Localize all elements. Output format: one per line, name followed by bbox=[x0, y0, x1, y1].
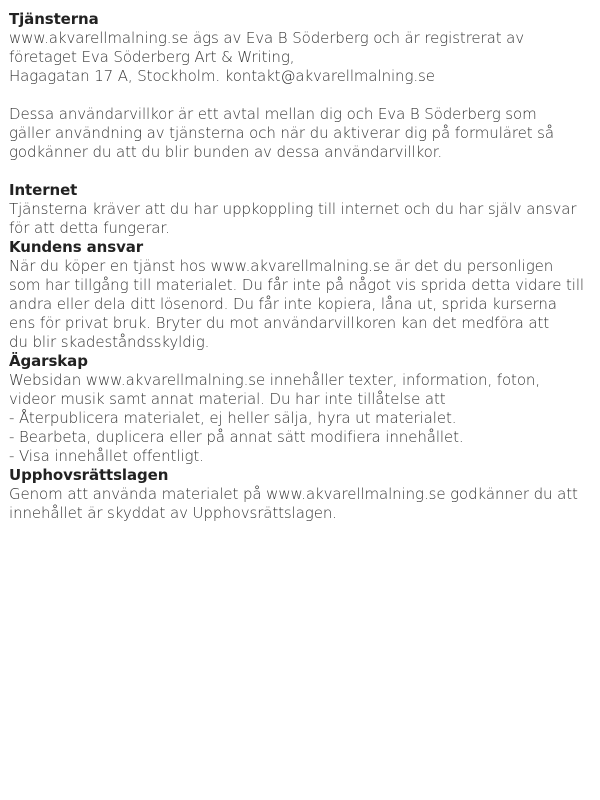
list-item: - Visa innehållet offentligt. bbox=[9, 447, 204, 465]
paragraph-spacer bbox=[9, 86, 596, 105]
paragraph-spacer bbox=[9, 162, 596, 181]
paragraph-line: ens för privat bruk. Bryter du mot användarvillkoren kan det medföra att bbox=[9, 314, 550, 332]
paragraph-line: Websidan www.akvarellmalning.se innehåller texter, information, foton, bbox=[9, 371, 540, 389]
section-heading: Kundens ansvar bbox=[9, 238, 144, 256]
paragraph-line: gäller användning av tjänsterna och när du aktiverar dig på formuläret så bbox=[9, 124, 554, 142]
section-agarskap bbox=[9, 352, 596, 466]
paragraph-line: Dessa användarvillkor är ett avtal mellan dig och Eva B Söderberg som bbox=[9, 105, 537, 123]
paragraph-line: andra eller dela ditt lösenord. Du får inte kopiera, låna ut, sprida kurserna bbox=[9, 295, 557, 313]
section-kundens-ansvar bbox=[9, 238, 596, 352]
paragraph-line: innehållet är skyddat av Upphovsrättslagen. bbox=[9, 504, 337, 522]
paragraph-line: företaget Eva Söderberg Art & Writing, bbox=[9, 48, 295, 66]
paragraph-line: När du köper en tjänst hos www.akvarellmalning.se är det du personligen bbox=[9, 257, 554, 275]
list-item: - Bearbeta, duplicera eller på annat sätt modifiera innehållet. bbox=[9, 428, 464, 446]
paragraph-line: Hagagatan 17 A, Stockholm. kontakt@akvarellmalning.se bbox=[9, 67, 435, 85]
paragraph-line: som har tillgång till materialet. Du får inte på något vis sprida detta vidare till bbox=[9, 276, 584, 294]
section-internet bbox=[9, 181, 596, 238]
terms-document bbox=[9, 10, 596, 523]
list-item: - Återpublicera materialet, ej heller sälja, hyra ut materialet. bbox=[9, 409, 457, 427]
paragraph-line: www.akvarellmalning.se ägs av Eva B Söderberg och är registrerat av bbox=[9, 29, 525, 47]
section-heading: Ägarskap bbox=[9, 352, 88, 370]
paragraph-line: Genom att använda materialet på www.akvarellmalning.se godkänner du att bbox=[9, 485, 578, 503]
section-heading: Tjänsterna bbox=[9, 10, 99, 28]
paragraph-line: du blir skadeståndsskyldig. bbox=[9, 333, 210, 351]
paragraph-line: för att detta fungerar. bbox=[9, 219, 170, 237]
section-heading: Upphovsrättslagen bbox=[9, 466, 169, 484]
paragraph-line: godkänner du att du blir bunden av dessa användarvillkor. bbox=[9, 143, 443, 161]
paragraph-line: videor musik samt annat material. Du har inte tillåtelse att bbox=[9, 390, 446, 408]
section-tjansterna bbox=[9, 10, 596, 181]
paragraph-line: Tjänsterna kräver att du har uppkoppling till internet och du har själv ansvar bbox=[9, 200, 577, 218]
section-upphovsrattslagen bbox=[9, 466, 596, 523]
section-heading: Internet bbox=[9, 181, 78, 199]
